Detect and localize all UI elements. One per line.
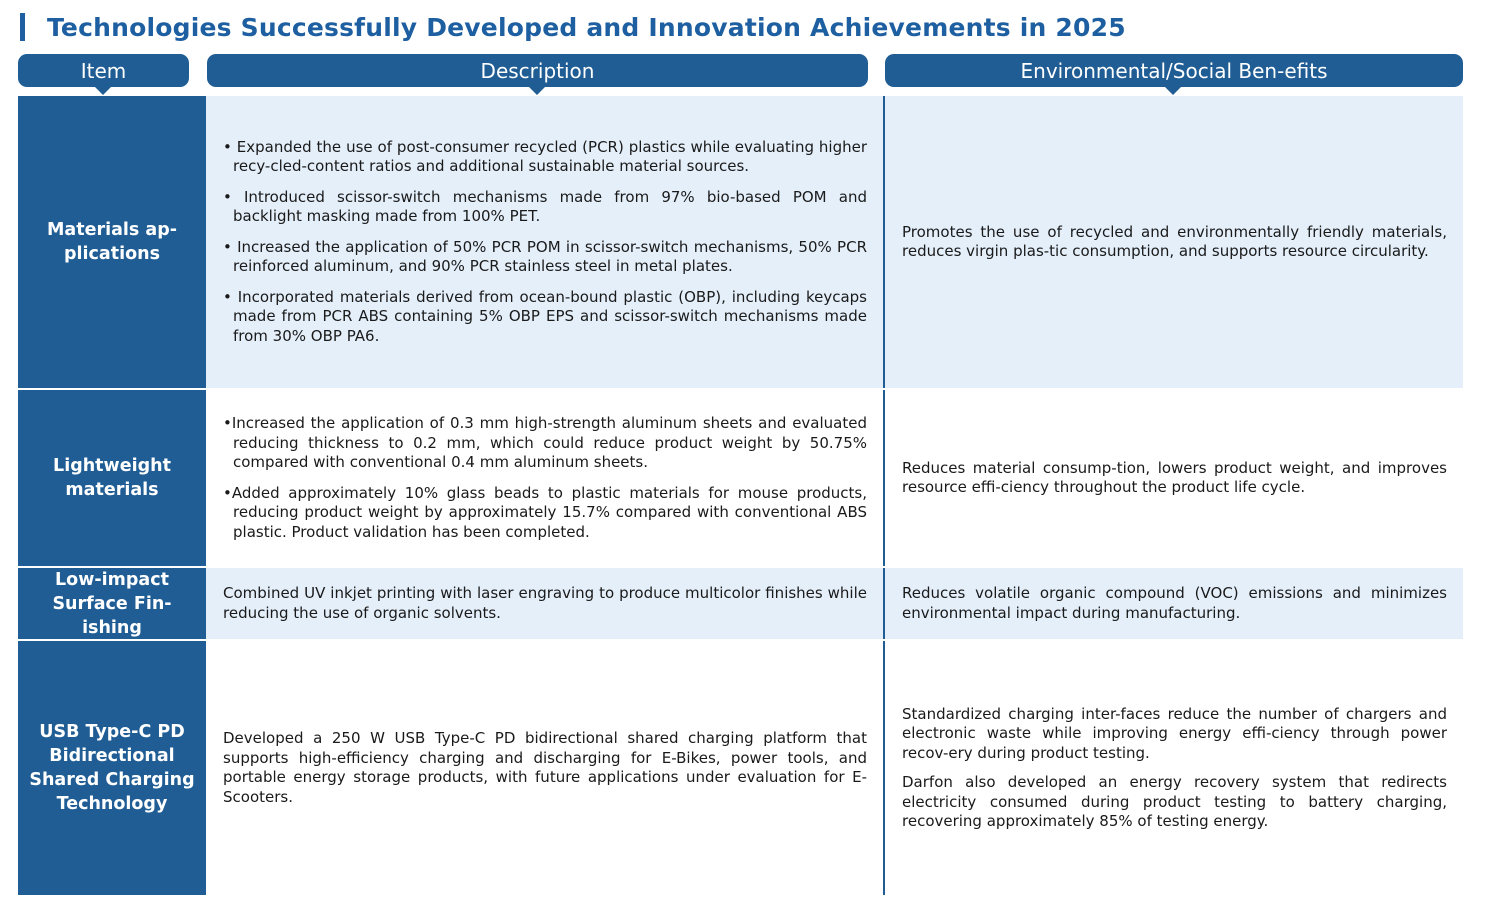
row-description — [206, 390, 883, 566]
row-benefits — [883, 96, 1463, 388]
description-text: Developed a 250 W USB Type-C PD bidirectional shared charging platform that supports high-efficiency charging and discharging for E-Bikes, power tools, and portable energy storage products, with future applications under evaluation for E-Scooters. — [223, 729, 867, 806]
table-row — [18, 641, 1463, 895]
column-header-description: Description — [207, 54, 868, 87]
column-header-item: Item — [18, 54, 189, 87]
benefit-text: Standardized charging inter-faces reduce the number of chargers and electronic waste while improving energy effi-ciency through power recov-ery during product testing. — [902, 704, 1447, 762]
row-item-label: USB Type-C PD Bidirectional Shared Charging Technology — [18, 641, 206, 895]
row-description — [206, 641, 883, 895]
row-benefits — [883, 641, 1463, 895]
table-row — [18, 390, 1463, 566]
row-item-label: Lightweight materials — [18, 390, 206, 566]
row-item-label: Materials ap-plications — [18, 96, 206, 388]
description-bullet: • Expanded the use of post-consumer recycled (PCR) plastics while evaluating higher recy-cled-content ratios and additional sustainable material sources. — [223, 137, 867, 176]
row-benefits — [883, 568, 1463, 639]
description-bullet: • Introduced scissor-switch mechanisms made from 97% bio-based POM and backlight masking made from 100% PET. — [223, 187, 867, 226]
page-title: Technologies Successfully Developed and Innovation Achievements in 2025 — [47, 12, 1126, 42]
benefit-text: Reduces material consump-tion, lowers product weight, and improves resource effi-ciency throughout the product life cycle. — [902, 458, 1447, 496]
table-row — [18, 96, 1463, 388]
row-benefits — [883, 390, 1463, 566]
page-title-bar — [20, 12, 1126, 42]
description-bullet: •Added approximately 10% glass beads to plastic materials for mouse products, reducing product weight by approximately 15.7% compared with conventional ABS plastic. Product validation has been completed. — [223, 483, 867, 541]
row-description — [206, 96, 883, 388]
description-text: Combined UV inkjet printing with laser engraving to produce multicolor finishes while reducing the use of organic solvents. — [223, 584, 867, 622]
row-description — [206, 568, 883, 639]
title-accent-bar — [20, 13, 25, 41]
benefit-text: Reduces volatile organic compound (VOC) emissions and minimizes environmental impact during manufacturing. — [902, 584, 1447, 622]
description-bullet: • Incorporated materials derived from ocean-bound plastic (OBP), including keycaps made from PCR ABS containing 5% OBP EPS and scissor-switch mechanisms made from 30% OBP PA6. — [223, 287, 867, 345]
description-bullet: • Increased the application of 50% PCR POM in scissor-switch mechanisms, 50% PCR reinforced aluminum, and 90% PCR stainless steel in metal plates. — [223, 237, 867, 276]
benefit-text: Promotes the use of recycled and environmentally friendly materials, reduces virgin plas-tic consumption, and supports resource circularity. — [902, 222, 1447, 260]
description-bullet: •Increased the application of 0.3 mm high-strength aluminum sheets and evaluated reducing thickness to 0.2 mm, which could reduce product weight by 50.75% compared with conventional 0.4 mm aluminum sheets. — [223, 414, 867, 471]
table-row — [18, 568, 1463, 639]
column-header-benefits: Environmental/Social Ben-efits — [885, 54, 1463, 87]
benefit-text: Darfon also developed an energy recovery system that redirects electricity consumed during product testing to battery charging, recovering approximately 85% of testing energy. — [902, 773, 1447, 830]
row-item-label: Low-impact Surface Fin-ishing — [18, 568, 206, 639]
